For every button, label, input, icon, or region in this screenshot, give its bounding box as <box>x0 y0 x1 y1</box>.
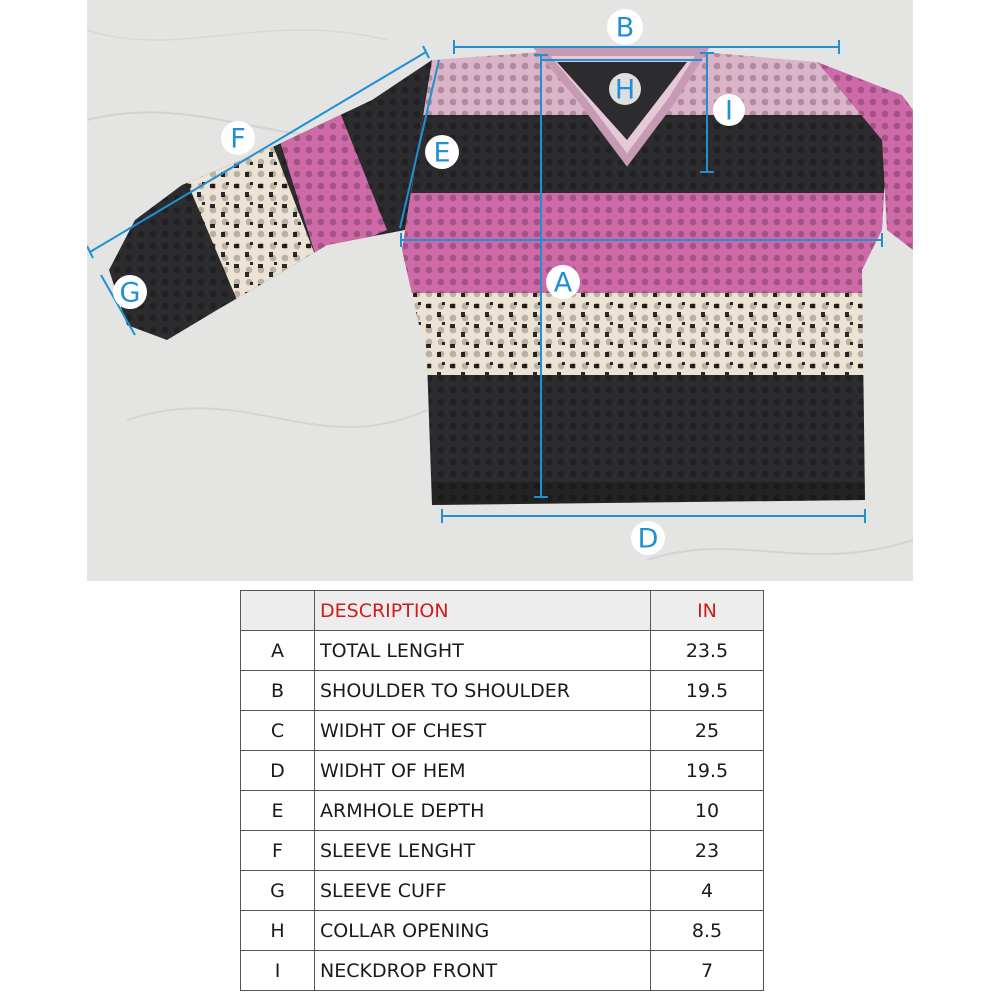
table-row <box>241 911 764 951</box>
row-description: ARMHOLE DEPTH <box>315 791 651 831</box>
row-description: COLLAR OPENING <box>315 911 651 951</box>
row-value: 25 <box>651 711 764 751</box>
table-row <box>241 711 764 751</box>
row-description: SHOULDER TO SHOULDER <box>315 671 651 711</box>
table-row <box>241 831 764 871</box>
table-row <box>241 631 764 671</box>
sweater-photo <box>87 0 913 581</box>
row-value: 19.5 <box>651 751 764 791</box>
row-description: WIDHT OF HEM <box>315 751 651 791</box>
table-row <box>241 951 764 991</box>
label-a: A <box>553 267 573 299</box>
row-code: G <box>241 871 315 911</box>
row-description: SLEEVE CUFF <box>315 871 651 911</box>
row-code: B <box>241 671 315 711</box>
label-b: B <box>615 12 635 44</box>
row-value: 10 <box>651 791 764 831</box>
label-i: I <box>725 95 733 127</box>
row-code: C <box>241 711 315 751</box>
table-row <box>241 671 764 711</box>
table-header-row <box>241 591 764 631</box>
label-g: G <box>119 277 141 309</box>
size-chart-table <box>240 590 764 991</box>
row-description: WIDHT OF CHEST <box>315 711 651 751</box>
row-code: F <box>241 831 315 871</box>
row-value: 7 <box>651 951 764 991</box>
row-description: TOTAL LENGHT <box>315 631 651 671</box>
row-code: A <box>241 631 315 671</box>
row-description: NECKDROP FRONT <box>315 951 651 991</box>
row-code: H <box>241 911 315 951</box>
sweater-illustration <box>87 0 913 581</box>
row-description: SLEEVE LENGHT <box>315 831 651 871</box>
row-value: 23 <box>651 831 764 871</box>
header-code <box>241 591 315 631</box>
header-unit: IN <box>651 591 764 631</box>
row-value: 19.5 <box>651 671 764 711</box>
table-row <box>241 871 764 911</box>
table-row <box>241 791 764 831</box>
label-e: E <box>433 137 451 169</box>
label-d: D <box>637 523 659 555</box>
label-h: H <box>614 74 636 106</box>
table-row <box>241 751 764 791</box>
row-code: E <box>241 791 315 831</box>
row-code: I <box>241 951 315 991</box>
label-f: F <box>230 123 246 155</box>
row-value: 23.5 <box>651 631 764 671</box>
row-value: 8.5 <box>651 911 764 951</box>
header-description: DESCRIPTION <box>315 591 651 631</box>
row-value: 4 <box>651 871 764 911</box>
row-code: D <box>241 751 315 791</box>
